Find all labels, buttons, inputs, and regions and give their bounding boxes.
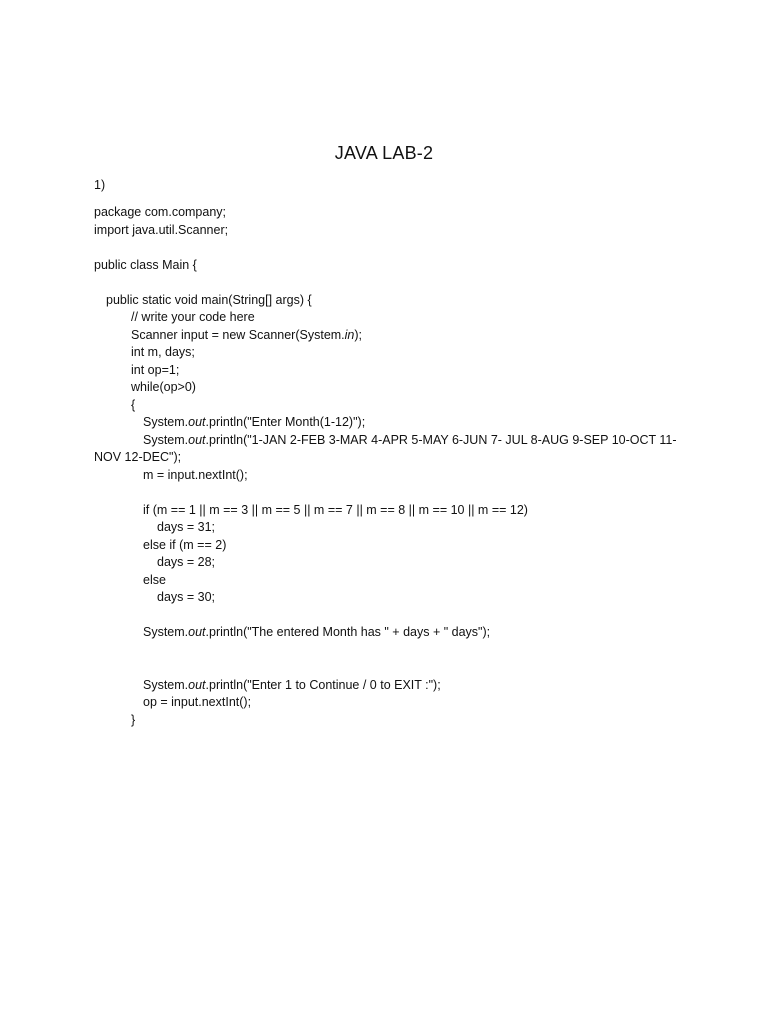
code-line <box>94 624 694 642</box>
code-text: .println("The entered Month has " + days + " days"); <box>205 625 491 639</box>
question-number: 1) <box>94 178 106 192</box>
code-line: days = 28; <box>157 555 216 569</box>
code-line: package com.company; <box>94 205 227 219</box>
code-line: public static void main(String[] args) { <box>106 292 312 307</box>
code-line: NOV 12-DEC"); <box>94 450 182 464</box>
code-text: .println("Enter 1 to Continue / 0 to EXIT :"); <box>205 677 441 692</box>
code-line: else if (m == 2) <box>143 537 227 552</box>
code-text: System. <box>143 625 189 639</box>
code-text: .println("Enter Month(1-12)"); <box>205 415 366 429</box>
code-line: import java.util.Scanner; <box>94 222 229 237</box>
code-line: op = input.nextInt(); <box>143 695 252 709</box>
code-text-italic: in <box>344 327 355 342</box>
code-text-italic: out <box>188 625 206 639</box>
code-text-italic: out <box>188 677 206 692</box>
code-text: Scanner input = new Scanner(System. <box>131 327 345 342</box>
blank-line <box>94 659 694 677</box>
code-text: System. <box>143 677 189 692</box>
code-line: while(op>0) <box>131 380 196 394</box>
code-line <box>94 677 694 695</box>
code-line: m = input.nextInt(); <box>143 467 248 482</box>
code-line <box>94 414 694 432</box>
code-line: days = 30; <box>157 590 216 604</box>
blank-line <box>94 274 694 292</box>
code-text: ); <box>354 327 363 342</box>
code-listing <box>94 204 694 729</box>
blank-line <box>94 239 694 257</box>
code-line: days = 31; <box>157 520 216 534</box>
blank-line <box>94 607 694 625</box>
code-line: int m, days; <box>131 345 195 359</box>
document-title: JAVA LAB-2 <box>334 143 434 163</box>
code-line: } <box>131 712 136 727</box>
code-line <box>94 327 694 345</box>
code-text-italic: out <box>188 415 206 429</box>
code-line: if (m == 1 || m == 3 || m == 5 || m == 7 || m == 8 || m == 10 || m == 12) <box>143 502 528 517</box>
code-line: // write your code here <box>131 310 255 324</box>
code-text: System. <box>143 432 189 447</box>
code-line <box>94 432 694 450</box>
code-line: { <box>131 397 136 412</box>
code-line: public class Main { <box>94 257 197 272</box>
code-text-italic: out <box>188 432 206 447</box>
code-line: int op=1; <box>131 362 180 377</box>
code-line: else <box>143 572 166 587</box>
blank-line <box>94 484 694 502</box>
code-text: System. <box>143 415 189 429</box>
blank-line <box>94 642 694 660</box>
code-text: .println("1-JAN 2-FEB 3-MAR 4-APR 5-MAY 6-JUN 7- JUL 8-AUG 9-SEP 10-OCT 11- <box>205 432 677 447</box>
